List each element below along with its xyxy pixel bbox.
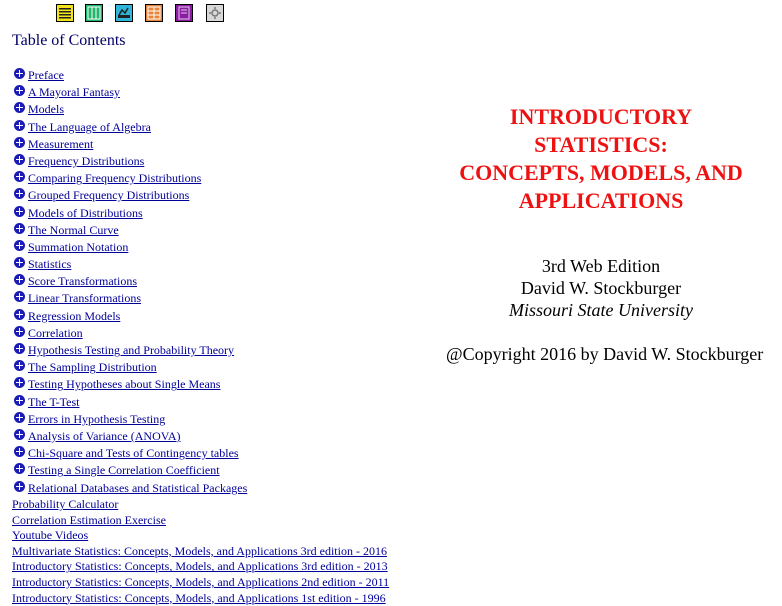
extra-link[interactable]: Introductory Statistics: Concepts, Models, and Applications 1st edition - 1996 [12,590,386,605]
toc-item [12,153,247,170]
book-title-line: INTRODUCTORY [509,104,693,129]
toc-chapter-link[interactable]: The Language of Algebra [28,119,151,134]
toc-chapter-link[interactable]: Statistics [28,257,72,272]
toc-chapter-link[interactable]: Testing Hypotheses about Single Means [28,377,221,392]
expand-plus-icon[interactable] [14,240,25,251]
expand-plus-icon[interactable] [14,463,25,474]
extra-link-item [12,544,389,560]
expand-plus-icon[interactable] [14,429,25,440]
expand-plus-icon[interactable] [14,395,25,406]
extra-link[interactable]: Multivariate Statistics: Concepts, Models, and Applications 3rd edition - 2016 [12,543,387,558]
toc-item [12,325,247,342]
extra-link-item [12,591,389,606]
expand-plus-icon[interactable] [14,257,25,268]
extra-link[interactable]: Youtube Videos [12,528,89,543]
toc-chapter-link[interactable]: Testing a Single Correlation Coefficient [28,463,220,478]
extra-link[interactable]: Introductory Statistics: Concepts, Models, and Applications 2nd edition - 2011 [12,574,390,589]
expand-plus-icon[interactable] [14,291,25,302]
toc-chapter-link[interactable]: Hypothesis Testing and Probability Theory [28,343,235,357]
copyright-text: @Copyright 2016 by David W. Stockburger [446,344,764,364]
toc-item [12,239,247,256]
extra-link[interactable]: Introductory Statistics: Concepts, Models, and Applications 3rd edition - 2013 [12,559,388,574]
toc-item [12,376,247,393]
toc-item [12,428,247,445]
toc-item [12,119,247,136]
toc-chapter-link[interactable]: Measurement [28,136,94,151]
toc-chapter-link[interactable]: Regression Models [28,308,121,323]
toc-item [12,462,247,479]
toc-item [12,222,247,239]
toc-chapter-link[interactable]: Analysis of Variance (ANOVA) [28,428,181,443]
toc-chapter-link[interactable]: Models [28,102,64,117]
toc-item [12,170,247,187]
toc-chapter-link[interactable]: A Mayoral Fantasy [28,85,120,100]
table-grid-icon[interactable] [85,4,103,22]
toc-chapter-link[interactable]: Errors in Hypothesis Testing [28,411,166,426]
toc-chapter-link[interactable]: Comparing Frequency Distributions [28,171,202,186]
settings-icon[interactable] [206,4,224,22]
extra-link-item [12,513,389,529]
extra-links-list [12,497,389,606]
expand-plus-icon[interactable] [14,412,25,423]
toc-chapter-link[interactable]: Summation Notation [28,239,129,254]
toc-item [12,480,247,497]
expand-plus-icon[interactable] [14,68,25,79]
extra-link[interactable]: Probability Calculator [12,497,119,511]
toc-item [12,445,247,462]
toc-list-icon[interactable] [56,4,74,22]
calculator-grid-icon[interactable] [145,4,163,22]
toc-item [12,394,247,411]
expand-plus-icon[interactable] [14,154,25,165]
extra-link-item [12,575,389,591]
book-title-line: STATISTICS: [534,132,668,157]
expand-plus-icon[interactable] [14,102,25,113]
toc-chapter-link[interactable]: Linear Transformations [28,291,141,306]
toc-item [12,205,247,222]
extra-link[interactable]: Correlation Estimation Exercise [12,512,166,527]
expand-plus-icon[interactable] [14,85,25,96]
toc-item [12,67,247,84]
toc-item [12,273,247,290]
toc-item [12,359,247,376]
expand-plus-icon[interactable] [14,377,25,388]
toc-chapter-link[interactable]: Frequency Distributions [28,153,145,168]
toc-item [12,342,247,359]
extra-link-item [12,559,389,575]
expand-plus-icon[interactable] [14,171,25,182]
toc-chapter-link[interactable]: The T-Test [28,394,80,409]
toc-chapter-link[interactable]: Preface [28,68,64,82]
toc-item [12,290,247,307]
book-title [442,103,760,215]
chart-graph-icon[interactable] [115,4,133,22]
expand-plus-icon[interactable] [14,481,25,492]
university-name: Missouri State University [509,300,693,320]
author-name: David W. Stockburger [520,278,682,298]
expand-plus-icon[interactable] [14,274,25,285]
expand-plus-icon[interactable] [14,120,25,131]
expand-plus-icon[interactable] [14,360,25,371]
edition-text: 3rd Web Edition [541,256,661,276]
extra-link-item [12,497,389,513]
expand-plus-icon[interactable] [14,137,25,148]
toc-item [12,84,247,101]
toc-chapter-list [12,67,247,497]
toc-item [12,136,247,153]
toc-chapter-link[interactable]: The Sampling Distribution [28,360,157,375]
expand-plus-icon[interactable] [14,309,25,320]
toc-chapter-link[interactable]: Correlation [28,325,83,340]
toc-item [12,187,247,204]
expand-plus-icon[interactable] [14,206,25,217]
expand-plus-icon[interactable] [14,223,25,234]
toc-chapter-link[interactable]: Grouped Frequency Distributions [28,188,190,203]
expand-plus-icon[interactable] [14,343,25,354]
book-title-line: APPLICATIONS [518,188,684,213]
toc-item [12,308,247,325]
toc-item [12,101,247,118]
expand-plus-icon[interactable] [14,188,25,199]
toc-chapter-link[interactable]: Score Transformations [28,274,137,289]
toc-chapter-link[interactable]: Chi-Square and Tests of Contingency tables [28,446,239,461]
expand-plus-icon[interactable] [14,326,25,337]
toc-chapter-link[interactable]: Relational Databases and Statistical Packages [28,480,248,495]
book-page-icon[interactable] [175,4,193,22]
toc-item [12,256,247,273]
extra-link-item [12,528,389,544]
toc-chapter-link[interactable]: The Normal Curve [28,222,119,237]
expand-plus-icon[interactable] [14,446,25,457]
toc-item [12,411,247,428]
book-title-line: CONCEPTS, MODELS, AND [459,160,743,185]
toc-title: Table of Contents [12,32,126,49]
toc-chapter-link[interactable]: Models of Distributions [28,205,143,220]
